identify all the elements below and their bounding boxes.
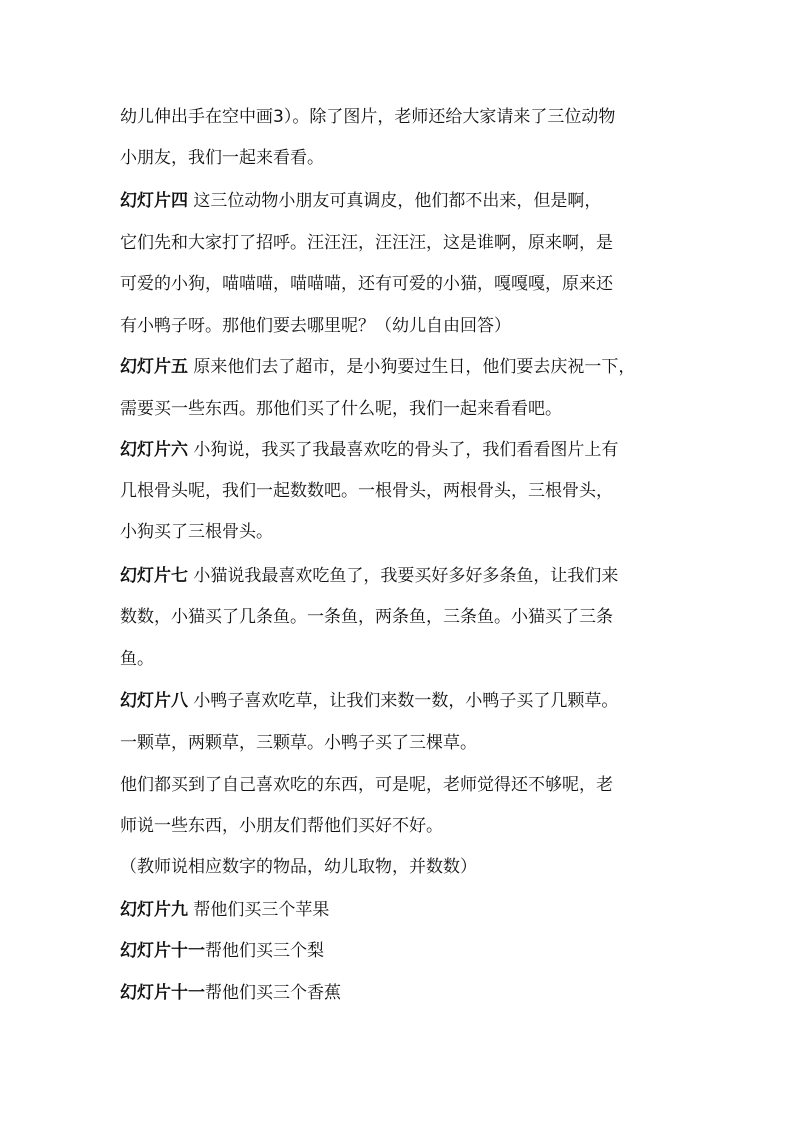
slide-11-line: 幻灯片十一帮他们买三个梨 — [120, 941, 324, 961]
slide-label: 幻灯片六 — [120, 440, 188, 460]
slide-label: 幻灯片四 — [120, 191, 188, 211]
slide-5-line: 幻灯片五 原来他们去了超市，是小狗要过生日，他们要去庆祝一下， — [120, 357, 636, 377]
slide-label: 幻灯片九 — [120, 900, 188, 920]
paragraph-line: 鱼。 — [120, 649, 154, 669]
slide-label: 幻灯片十一 — [120, 983, 205, 1003]
paragraph-line: 师说一些东西，小朋友们帮他们买好不好。 — [120, 816, 443, 836]
paragraph-line: 幼儿伸出手在空中画3）。除了图片，老师还给大家请来了三位动物 — [120, 107, 616, 127]
paragraph-line: 小狗买了三根骨头。 — [120, 522, 273, 542]
slide-11-line: 幻灯片十一帮他们买三个香蕉 — [120, 983, 341, 1003]
paragraph-line: 有小鸭子呀。那他们要去哪里呢？（幼儿自由回答） — [120, 316, 511, 336]
paragraph-line: 几根骨头呢，我们一起数数吧。一根骨头，两根骨头，三根骨头， — [120, 481, 613, 501]
paragraph-line: 一颗草，两颗草，三颗草。小鸭子买了三棵草。 — [120, 733, 477, 753]
slide-4-line: 幻灯片四 这三位动物小朋友可真调皮，他们都不出来，但是啊， — [120, 191, 602, 211]
slide-label: 幻灯片五 — [120, 357, 188, 377]
paragraph-line: 可爱的小狗，喵喵喵，喵喵喵，还有可爱的小猫，嘎嘎嘎，原来还 — [120, 274, 613, 294]
slide-label: 幻灯片十一 — [120, 941, 205, 961]
paragraph-line: 它们先和大家打了招呼。汪汪汪，汪汪汪，这是谁啊，原来啊，是 — [120, 233, 613, 253]
slide-7-line: 幻灯片七 小猫说我最喜欢吃鱼了，我要买好多好多条鱼，让我们来 — [120, 566, 619, 586]
slide-9-line: 幻灯片九 帮他们买三个苹果 — [120, 900, 330, 920]
paragraph-line: 需要买一些东西。那他们买了什么呢，我们一起来看看吧。 — [120, 399, 562, 419]
paragraph-line: 小朋友，我们一起来看看。 — [120, 148, 324, 168]
slide-label: 幻灯片八 — [120, 691, 188, 711]
paragraph-line: （教师说相应数字的物品，幼儿取物，并数数） — [120, 857, 477, 877]
slide-6-line: 幻灯片六 小狗说，我买了我最喜欢吃的骨头了，我们看看图片上有 — [120, 440, 619, 460]
paragraph-line: 他们都买到了自己喜欢吃的东西，可是呢，老师觉得还不够呢，老 — [120, 775, 613, 795]
slide-label: 幻灯片七 — [120, 566, 188, 586]
paragraph-line: 数数，小猫买了几条鱼。一条鱼，两条鱼，三条鱼。小猫买了三条 — [120, 607, 613, 627]
slide-8-line: 幻灯片八 小鸭子喜欢吃草，让我们来数一数，小鸭子买了几颗草。 — [120, 691, 619, 711]
